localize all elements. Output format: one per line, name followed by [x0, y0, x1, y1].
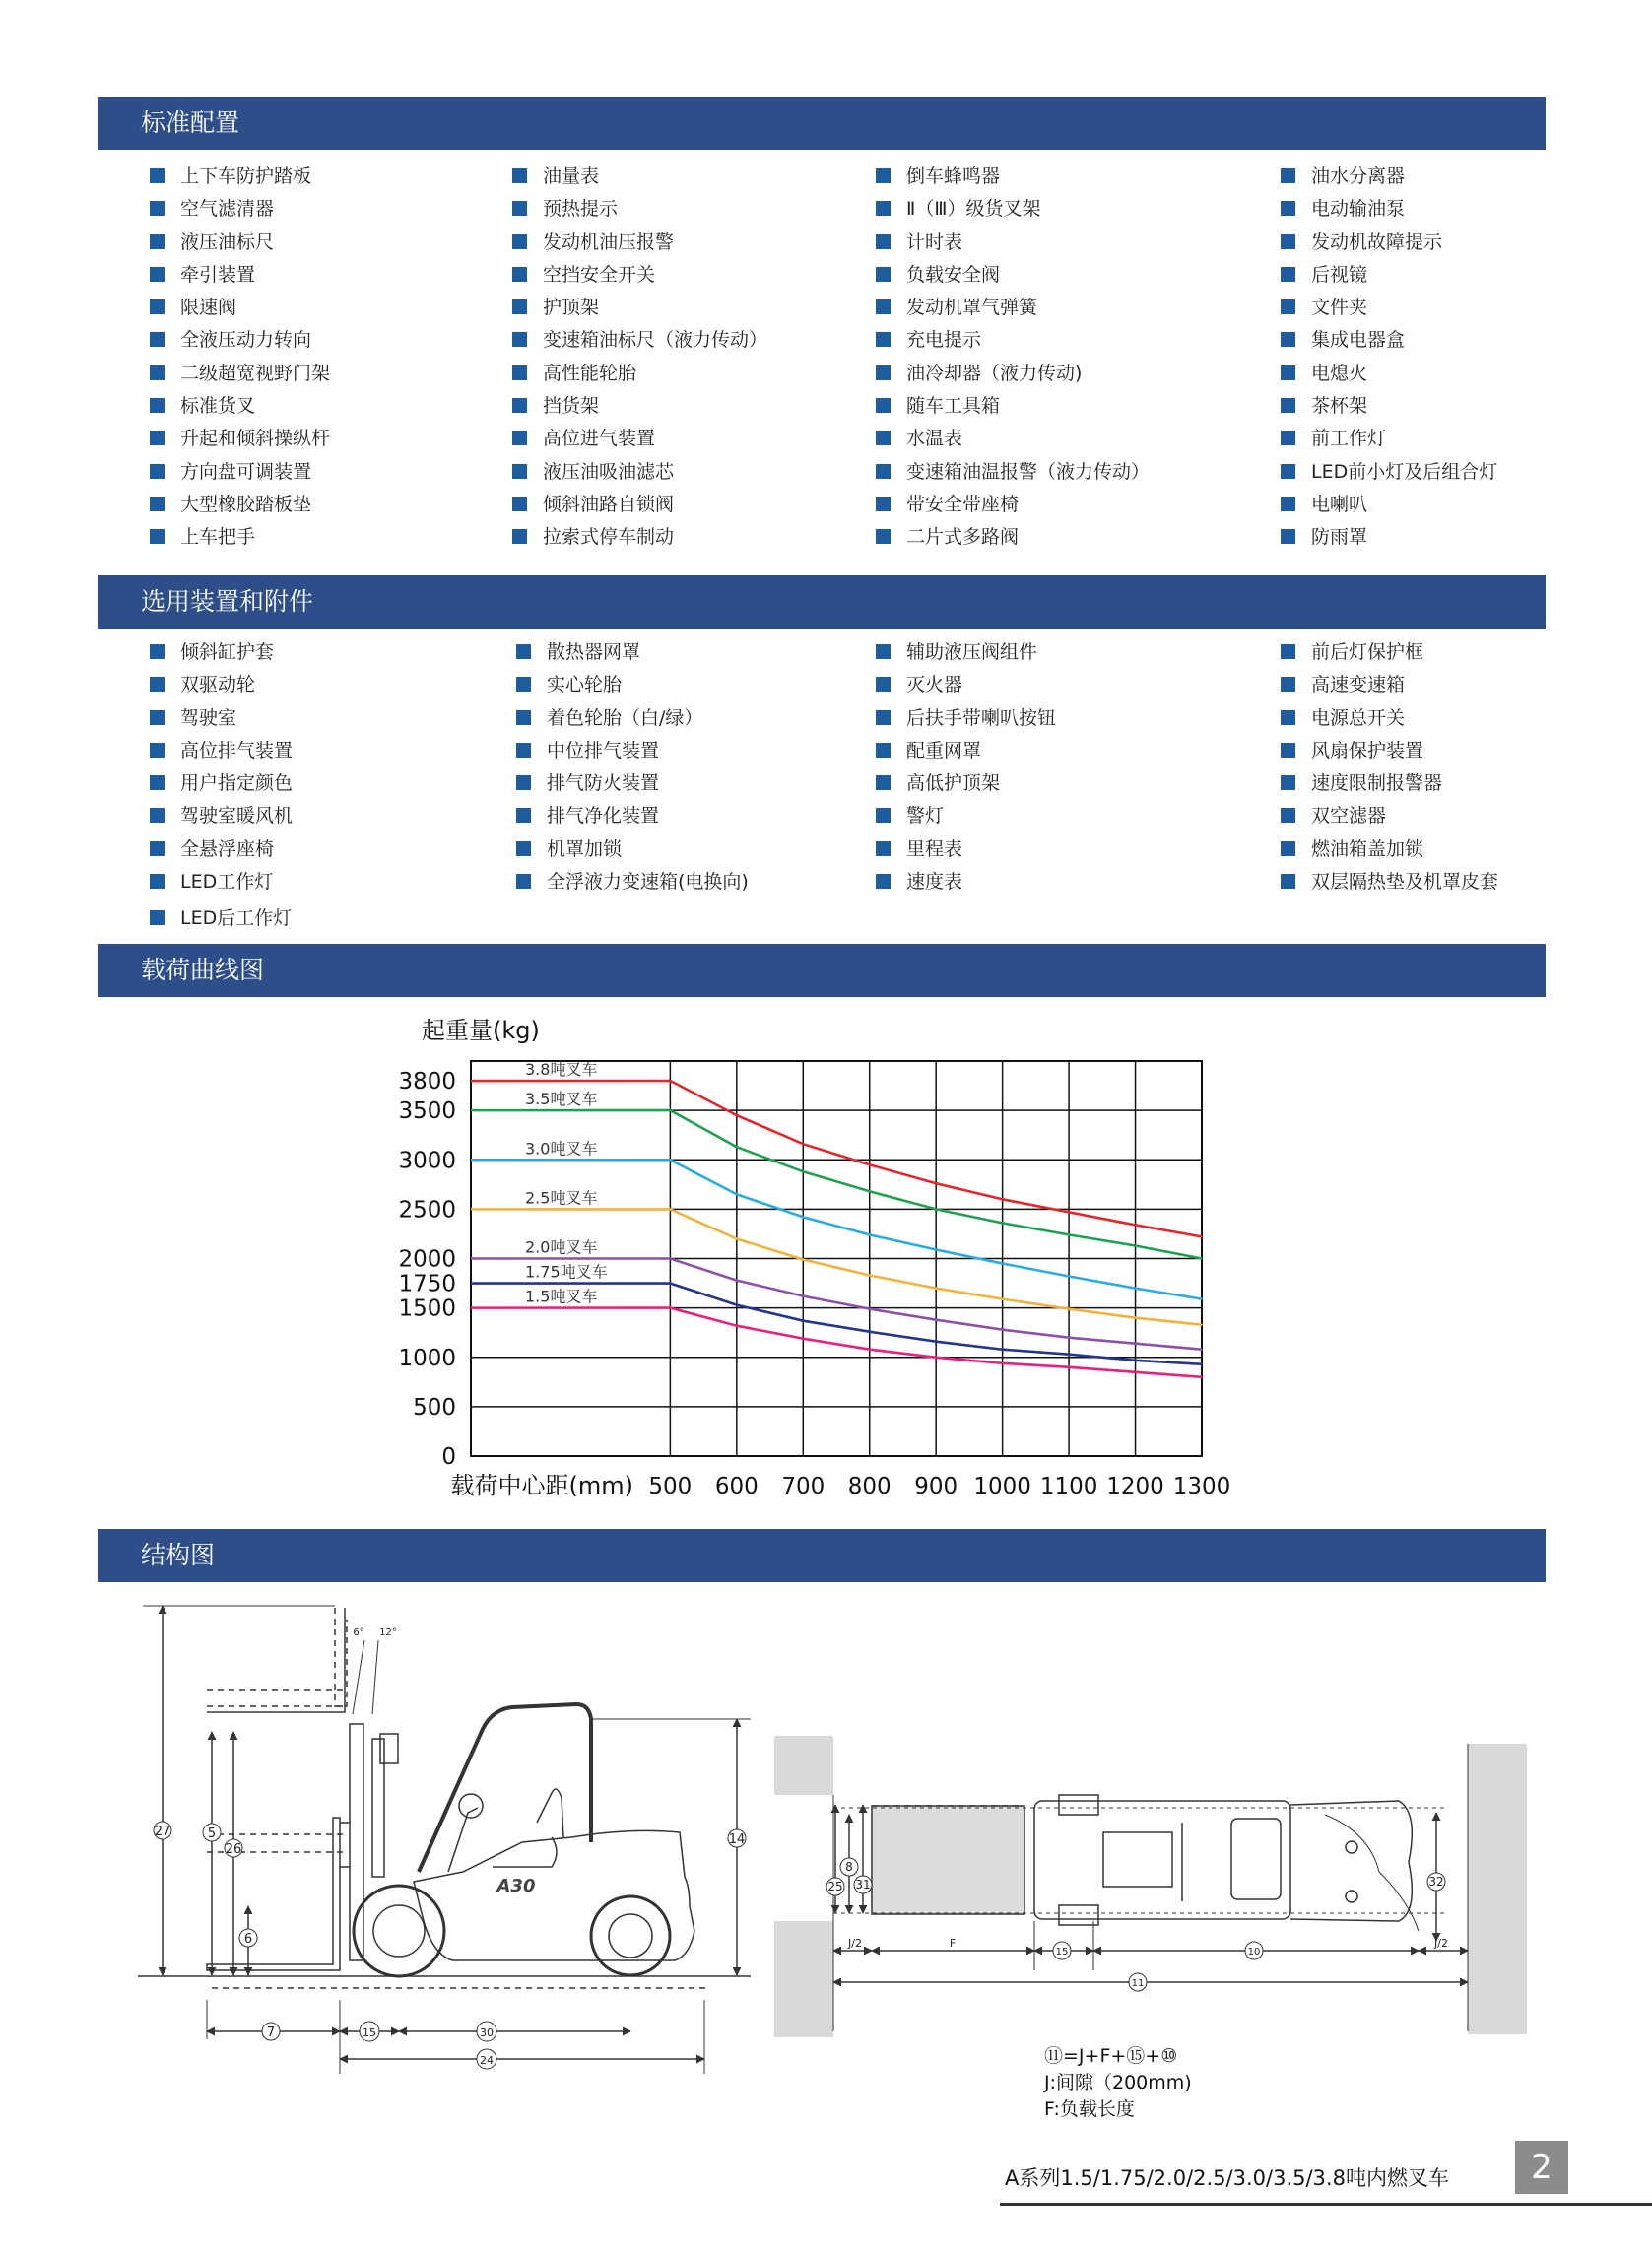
list-item: 液压油标尺	[150, 227, 330, 259]
list-item: 二级超宽视野门架	[150, 358, 330, 390]
side-view-labels	[154, 1627, 746, 2069]
list-item: 全液压动力转向	[150, 324, 330, 357]
front-hub	[373, 1905, 425, 1957]
dim-label-j-right: J/2	[1434, 1937, 1448, 1950]
svg-text:26: 26	[225, 1842, 242, 1857]
svg-text:31: 31	[855, 1878, 871, 1892]
list-item: 上车把手	[150, 521, 330, 554]
chart-y-tick-label: 2000	[398, 1246, 456, 1273]
list-item: 发动机罩气弹簧	[876, 292, 1150, 324]
gap-note: J:间隙（200mm)	[1044, 2072, 1192, 2093]
list-item: 油冷却器（液力传动)	[876, 358, 1150, 390]
list-item: 护顶架	[512, 292, 767, 324]
list-item: Ⅱ（Ⅲ）级货叉架	[876, 193, 1150, 226]
list-item: 随车工具箱	[876, 390, 1150, 423]
aisle-wall-bl	[774, 1921, 833, 2037]
rear-wheel	[591, 1896, 670, 1975]
aisle-wall-tl	[774, 1736, 833, 1795]
chart-x-tick-label: 1200	[1106, 1474, 1164, 1499]
raised-carriage	[207, 1608, 345, 1712]
svg-text:24: 24	[480, 2054, 494, 2067]
dim-label-5	[203, 1824, 221, 1841]
angle-label: 12°	[379, 1627, 397, 1638]
svg-text:15: 15	[363, 2026, 376, 2039]
dim-label-j-left: J/2	[848, 1937, 862, 1950]
chart-series-label: 3.5吨叉车	[525, 1090, 598, 1109]
svg-text:5: 5	[207, 1826, 217, 1841]
list-item: 双驱动轮	[150, 669, 293, 701]
list-item: 配重网罩	[876, 735, 1056, 767]
list-item: LED后工作灯	[150, 902, 293, 935]
chart-x-axis-label: 载荷中心距(mm)	[450, 1472, 633, 1499]
list-item: 双空滤器	[1281, 800, 1498, 832]
dim-label-24	[477, 2049, 496, 2069]
chart-y-tick-label: 1750	[398, 1271, 456, 1297]
section-title: 结构图	[141, 1541, 216, 1569]
list-item: 后视镜	[1281, 259, 1497, 292]
list-item: 计时表	[876, 227, 1150, 259]
svg-text:32: 32	[1428, 1875, 1444, 1889]
chart-x-tick-label: 900	[914, 1474, 958, 1499]
seat-back	[537, 1789, 563, 1837]
list-item: 水温表	[876, 423, 1150, 455]
carriage-line	[340, 1823, 350, 1867]
list-item: 方向盘可调装置	[150, 456, 330, 489]
section-title: 选用装置和附件	[141, 587, 314, 616]
chart-y-tick-label: 1500	[398, 1295, 456, 1322]
svg-text:25: 25	[827, 1880, 843, 1893]
dim-label-32	[1427, 1873, 1445, 1891]
chart-y-tick-label: 2500	[398, 1197, 456, 1224]
chart-x-tick-label: 1000	[973, 1474, 1031, 1499]
chart-y-tick-label: 3500	[398, 1098, 456, 1125]
list-item: 机罩加锁	[516, 833, 749, 866]
dim-label-f: F	[949, 1937, 957, 1950]
dim-label-8	[840, 1858, 858, 1876]
list-item: 倾斜油路自锁阀	[512, 489, 767, 521]
list-item: 警灯	[876, 800, 1056, 832]
steering-wheel	[459, 1794, 483, 1818]
raised-fork	[207, 1690, 347, 1706]
dim-label-15	[360, 2022, 379, 2041]
svg-text:7: 7	[266, 2025, 276, 2040]
list-item: 着色轮胎（白/绿）	[516, 702, 749, 735]
list-item: 高位排气装置	[150, 735, 293, 767]
list-item: 挡货架	[512, 390, 767, 423]
list-item: 里程表	[876, 833, 1056, 866]
chart-x-tick-label: 1300	[1172, 1474, 1231, 1499]
section-title: 载荷曲线图	[141, 956, 265, 984]
dim-label-31	[854, 1876, 872, 1893]
list-item: 带安全带座椅	[876, 489, 1150, 521]
top-bolt	[1346, 1841, 1357, 1853]
list-item: 实心轮胎	[516, 669, 749, 701]
footer-title: A系列1.5/1.75/2.0/2.5/3.0/3.5/3.8吨内燃叉车	[1005, 2166, 1449, 2190]
truck-badge: A30	[496, 1876, 536, 1896]
dim-label-25	[826, 1878, 844, 1895]
list-item: 电源总开关	[1281, 702, 1498, 735]
list-item: LED前小灯及后组合灯	[1281, 456, 1497, 489]
chart-series-label: 1.75吨叉车	[525, 1262, 608, 1282]
chart-series-label: 2.0吨叉车	[525, 1237, 598, 1257]
list-item: 高低护顶架	[876, 767, 1056, 800]
chart-y-axis-label: 起重量(kg)	[422, 1017, 540, 1044]
tilt-fwd-line	[372, 1640, 378, 1714]
formula-note: ⑪=J+F+⑮+⑩	[1044, 2045, 1178, 2067]
list-item: 发动机故障提示	[1281, 227, 1497, 259]
list-item: 电动输油泵	[1281, 193, 1497, 226]
list-item: 变速箱油温报警（液力传动）	[876, 456, 1150, 489]
tilt-back-line	[353, 1640, 364, 1714]
fork	[207, 1818, 340, 1970]
angle-label: 6°	[353, 1627, 364, 1638]
list-item: 文件夹	[1281, 292, 1497, 324]
list-item: 茶杯架	[1281, 390, 1497, 423]
list-item: 防雨罩	[1281, 521, 1497, 554]
svg-text:10: 10	[1247, 1947, 1261, 1958]
svg-text:30: 30	[480, 2026, 494, 2039]
dim-label-10	[1245, 1942, 1263, 1959]
list-item: 用户指定颜色	[150, 767, 293, 800]
list-item: 燃油箱盖加锁	[1281, 833, 1498, 866]
list-item: 辅助液压阀组件	[876, 636, 1056, 669]
list-item: 高速变速箱	[1281, 669, 1498, 701]
list-item: 升起和倾斜操纵杆	[150, 423, 330, 455]
svg-text:11: 11	[1131, 1978, 1145, 1989]
list-item: 风扇保护装置	[1281, 735, 1498, 767]
list-item: 负载安全阀	[876, 259, 1150, 292]
mast-outer	[350, 1724, 363, 1960]
list-item: 中位排气装置	[516, 735, 749, 767]
cab-area	[1103, 1832, 1172, 1887]
list-item: 标准货叉	[150, 390, 330, 423]
list-item: 高性能轮胎	[512, 358, 767, 390]
chart-y-tick-label: 3800	[398, 1069, 456, 1095]
list-item: 前后灯保护框	[1281, 636, 1498, 669]
list-item: 充电提示	[876, 324, 1150, 357]
list-item: 大型橡胶踏板垫	[150, 489, 330, 521]
dim-label-27	[154, 1822, 171, 1839]
dim-label-15-top	[1053, 1942, 1071, 1959]
engine-hood	[1231, 1819, 1281, 1899]
chart-y-tick-label: 1000	[398, 1345, 456, 1371]
pallet-load	[872, 1806, 1024, 1914]
list-item: 全悬浮座椅	[150, 833, 293, 866]
top-bolt	[1346, 1891, 1357, 1902]
chart-y-tick-label: 3000	[398, 1148, 456, 1174]
dim-label-14	[728, 1829, 746, 1847]
chart-series-label: 3.0吨叉车	[525, 1139, 598, 1159]
chart-y-tick-label: 500	[413, 1394, 456, 1421]
dim-label-7	[262, 2023, 280, 2040]
top-view-drawing	[774, 1736, 1527, 2037]
list-item: 二片式多路阀	[876, 521, 1150, 554]
chart-x-tick-label: 1100	[1039, 1474, 1098, 1499]
list-item: 变速箱油标尺（液力传动）	[512, 324, 767, 357]
chart-x-tick-label: 700	[781, 1474, 826, 1499]
list-item: 空气滤清器	[150, 193, 330, 226]
page-number: 2	[1515, 2141, 1568, 2194]
wheel-top-l	[1059, 1795, 1098, 1815]
list-item: 预热提示	[512, 193, 767, 226]
svg-text:14: 14	[728, 1832, 746, 1847]
list-item: 高位进气装置	[512, 423, 767, 455]
list-item: 牵引装置	[150, 259, 330, 292]
svg-text:6: 6	[243, 1932, 253, 1947]
list-item: 双层隔热垫及机罩皮套	[1281, 866, 1498, 898]
chart-series-label: 1.5吨叉车	[525, 1287, 598, 1306]
list-item: 驾驶室	[150, 702, 293, 735]
front-wheel	[354, 1886, 444, 1976]
list-item: 速度限制报警器	[1281, 767, 1498, 800]
list-item: 油量表	[512, 161, 767, 193]
chart-x-tick-label: 600	[714, 1474, 759, 1499]
chart-x-tick-label: 800	[847, 1474, 892, 1499]
list-item: 油水分离器	[1281, 161, 1497, 193]
svg-text:27: 27	[154, 1825, 171, 1839]
list-item: 上下车防护踏板	[150, 161, 330, 193]
list-item: 散热器网罩	[516, 636, 749, 669]
chart-series-label: 2.5吨叉车	[525, 1188, 598, 1208]
list-item: 后扶手带喇叭按钮	[876, 702, 1056, 735]
load-length-note: F:负载长度	[1044, 2098, 1135, 2120]
wheel-top-r	[1059, 1905, 1098, 1925]
footer-rule	[1000, 2203, 1652, 2206]
dim-label-6	[239, 1929, 257, 1947]
list-item: 限速阀	[150, 292, 330, 324]
list-item: 发动机油压报警	[512, 227, 767, 259]
mast-cylinder	[372, 1739, 384, 1877]
chart-series-label: 3.8吨叉车	[525, 1060, 598, 1080]
list-item: 倾斜缸护套	[150, 636, 293, 669]
chart-x-tick-label: 500	[648, 1474, 693, 1499]
overhead-guard	[419, 1704, 591, 1872]
list-item: 液压油吸油滤芯	[512, 456, 767, 489]
list-item: 驾驶室暖风机	[150, 800, 293, 832]
aisle-wall-r	[1468, 1744, 1527, 2034]
svg-text:8: 8	[845, 1860, 853, 1874]
rear-hub	[609, 1914, 652, 1958]
list-item: 集成电器盒	[1281, 324, 1497, 357]
dim-label-30	[477, 2022, 496, 2041]
list-item: 排气防火装置	[516, 767, 749, 800]
list-item: LED工作灯	[150, 866, 293, 898]
list-item: 倒车蜂鸣器	[876, 161, 1150, 193]
list-item: 拉索式停车制动	[512, 521, 767, 554]
section-title: 标准配置	[141, 108, 240, 137]
chart-y-tick-label: 0	[441, 1444, 456, 1470]
list-item: 空挡安全开关	[512, 259, 767, 292]
dim-label-26	[225, 1839, 242, 1857]
list-item: 速度表	[876, 866, 1056, 898]
list-item: 排气净化装置	[516, 800, 749, 832]
list-item: 全浮液力变速箱(电换向)	[516, 866, 749, 898]
list-item: 灭火器	[876, 669, 1056, 701]
svg-text:15: 15	[1055, 1947, 1069, 1958]
list-item: 电喇叭	[1281, 489, 1497, 521]
list-item: 电熄火	[1281, 358, 1497, 390]
list-item: 前工作灯	[1281, 423, 1497, 455]
dim-label-11	[1129, 1973, 1147, 1991]
